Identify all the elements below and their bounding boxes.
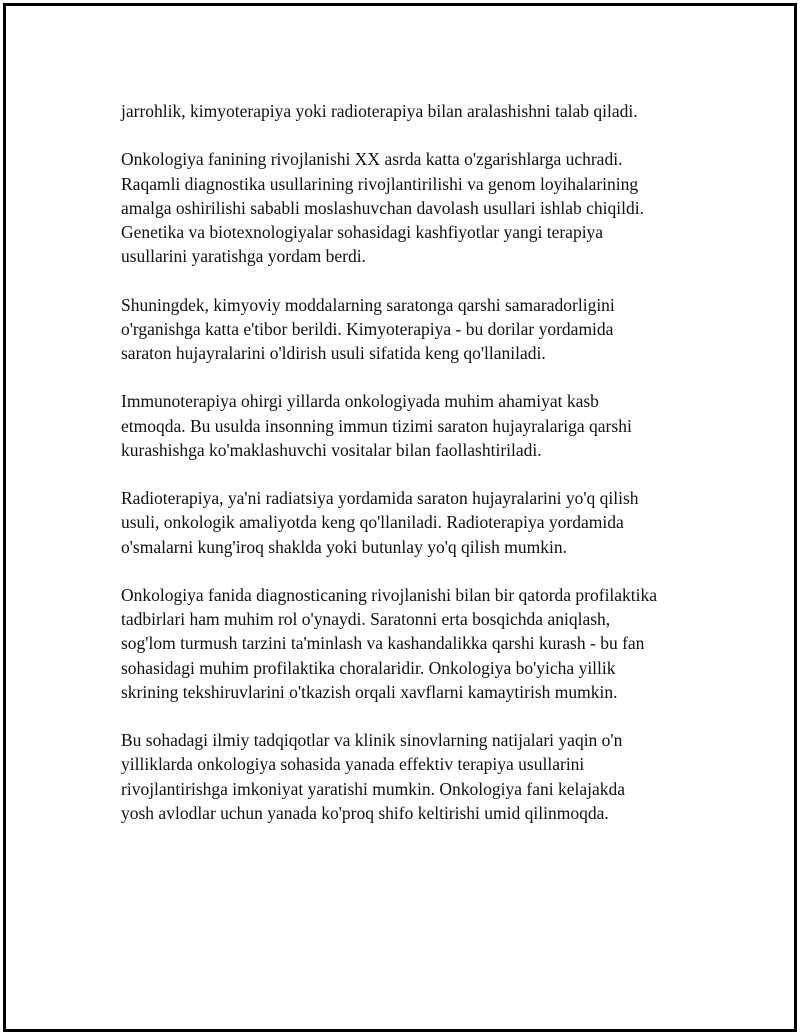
text-line: jarrohlik, kimyoterapiya yoki radioterapiya bilan aralashishni talab qiladi. [121,101,638,121]
text-line: Onkologiya fanida diagnosticaning rivojlanishi bilan bir qatorda profilaktika [121,584,658,605]
text-line: usuli, onkologik amaliyotda keng qo'llaniladi. Radioterapiya yordamida [121,512,624,533]
text-line: saraton hujayralarini o'ldirish usuli sifatida keng qo'llaniladi. [121,343,546,363]
text-line: Onkologiya fanining rivojlanishi XX asrda katta o'zgarishlarga uchradi. [121,149,623,170]
paragraph-6 [121,583,711,704]
text-line: amalga oshirilishi sababli moslashuvchan davolash usullari ishlab chiqildi. [121,197,644,218]
text-line: yosh avlodlar uchun yanada ko'proq shifo keltirishi umid qilinmoqda. [121,802,609,823]
paragraph-4 [121,389,711,462]
paragraph-7 [121,728,711,825]
text-line: rivojlantirishga imkoniyat yaratishi mumkin. Onkologiya fani kelajakda [121,778,625,799]
text-line: tadbirlari ham muhim rol o'ynaydi. Saratonni erta bosqichda aniqlash, [121,609,611,630]
text-line: Immunoterapiya ohirgi yillarda onkologiyada muhim ahamiyat kasb [121,391,599,412]
paragraph-5 [121,486,711,559]
text-line: Bu sohadagi ilmiy tadqiqotlar va klinik sinovlarning natijalari yaqin o'n [121,730,623,751]
text-line: Raqamli diagnostika usullarining rivojlantirilishi va genom loyihalarining [121,173,639,194]
text-line: usullarini yaratishga yordam berdi. [121,246,366,267]
paragraph-1 [121,99,711,123]
text-line: Radioterapiya, ya'ni radiatsiya yordamida saraton hujayralarini yo'q qilish [121,488,639,509]
text-line: yilliklarda onkologiya sohasida yanada effektiv terapiya usullarini [121,754,585,775]
text-line: skrining tekshiruvlarini o'tkazish orqali xavflarni kamaytirish mumkin. [121,681,618,702]
page-frame [3,3,797,1032]
text-line: sohasidagi muhim profilaktika choralaridir. Onkologiya bo'yicha yillik [121,657,616,678]
text-line: o'rganishga katta e'tibor berildi. Kimyoterapiya - bu dorilar yordamida [121,318,614,339]
paragraph-3 [121,293,711,366]
paragraph-2 [121,147,711,268]
document-body [121,99,711,849]
text-line: etmoqda. Bu usulda insonning immun tizimi saraton hujayralariga qarshi [121,415,632,436]
text-line: Genetika va biotexnologiyalar sohasidagi kashfiyotlar yangi terapiya [121,222,604,242]
text-line: sog'lom turmush tarzini ta'minlash va kashandalikka qarshi kurash - bu fan [121,633,645,654]
text-line: o'smalarni kung'iroq shaklda yoki butunlay yo'q qilish mumkin. [121,536,567,557]
text-line: Shuningdek, kimyoviy moddalarning saratonga qarshi samaradorligini [121,294,615,315]
text-line: kurashishga ko'maklashuvchi vositalar bilan faollashtiriladi. [121,439,542,460]
